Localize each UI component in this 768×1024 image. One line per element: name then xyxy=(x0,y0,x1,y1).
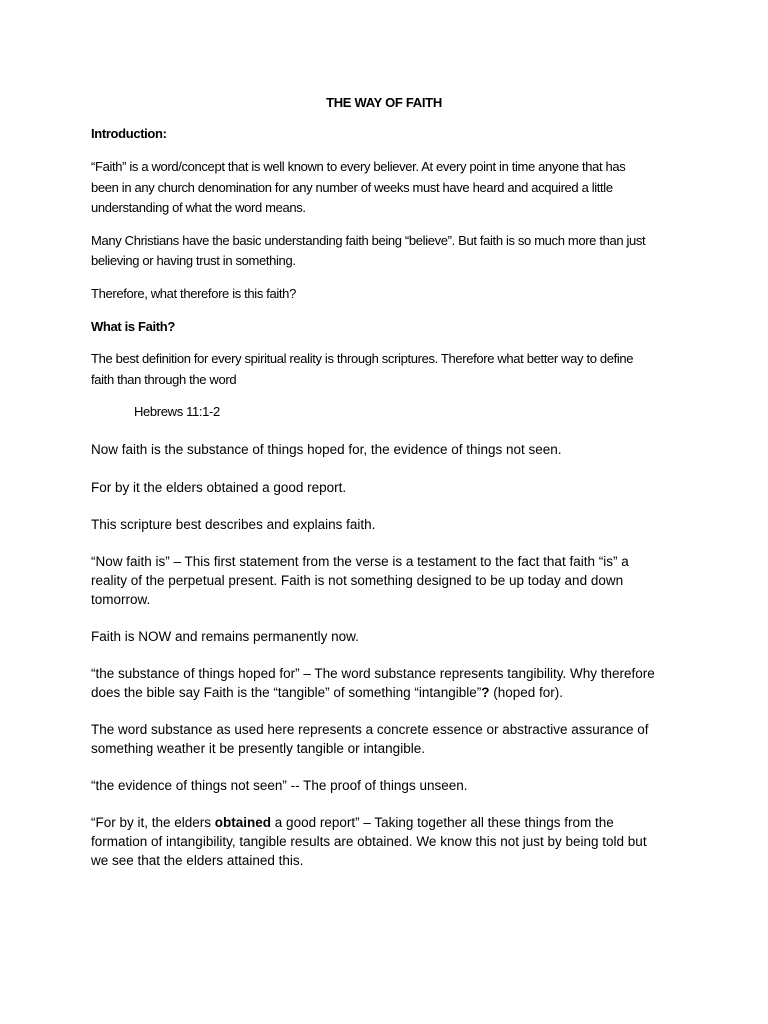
elders-paragraph-line-2: formation of intangibility, tangible results are obtained. We know this not just by being told but xyxy=(91,834,647,849)
definition-paragraph-line-2: faith than through the word xyxy=(91,372,237,387)
elders-line-1-text: “For by it, the elders xyxy=(91,815,215,830)
intro-paragraph-line-1: “Faith” is a word/concept that is well known to every believer. At every point in time anyone that has xyxy=(91,159,626,174)
question-paragraph: Therefore, what therefore is this faith? xyxy=(91,286,296,301)
scripture-reference: Hebrews 11:1-2 xyxy=(134,404,220,419)
christians-paragraph-line-1: Many Christians have the basic understanding faith being “believe”. But faith is so much more than just xyxy=(91,233,646,248)
scripture-description: This scripture best describes and explains faith. xyxy=(91,517,376,532)
substance-line-2-end: (hoped for). xyxy=(489,685,564,700)
word-substance-line-1: The word substance as used here represents a concrete essence or abstractive assurance of xyxy=(91,722,649,737)
substance-line-2-text: does the bible say Faith is the “tangible” of something “intangible” xyxy=(91,685,482,700)
definition-paragraph-line-1: The best definition for every spiritual reality is through scriptures. Therefore what better way to define xyxy=(91,351,634,366)
christians-paragraph-line-2: believing or having trust in something. xyxy=(91,253,296,268)
intro-paragraph-line-2: been in any church denomination for any number of weeks must have heard and acquired a little xyxy=(91,180,613,195)
word-substance-line-2: something weather it be presently tangible or intangible. xyxy=(91,741,425,756)
verse-line-2: For by it the elders obtained a good report. xyxy=(91,480,347,495)
document-title: THE WAY OF FAITH xyxy=(326,95,442,110)
bold-obtained-word: obtained xyxy=(214,815,272,830)
now-faith-is-line-2: reality of the perpetual present. Faith is not something designed to be up today and down xyxy=(91,573,624,588)
now-faith-is-line-1: “Now faith is” – This first statement from the verse is a testament to the fact that faith “is” a xyxy=(91,554,629,569)
elders-paragraph-line-3: we see that the elders attained this. xyxy=(91,853,304,868)
introduction-heading: Introduction: xyxy=(91,126,167,141)
evidence-paragraph: “the evidence of things not seen” -- The proof of things unseen. xyxy=(91,778,468,793)
verse-line-1: Now faith is the substance of things hoped for, the evidence of things not seen. xyxy=(91,442,562,457)
what-is-faith-heading: What is Faith? xyxy=(91,319,175,334)
elders-line-1-end: a good report” – Taking together all these things from the xyxy=(271,815,614,830)
intro-paragraph-line-3: understanding of what the word means. xyxy=(91,200,306,215)
substance-paragraph-line-1: “the substance of things hoped for” – The word substance represents tangibility. Why therefore xyxy=(91,666,655,681)
now-faith-is-line-3: tomorrow. xyxy=(91,592,151,607)
faith-is-now-paragraph: Faith is NOW and remains permanently now. xyxy=(91,629,359,644)
substance-paragraph-line-2 xyxy=(91,686,563,700)
bold-question-mark: ? xyxy=(481,685,490,700)
elders-paragraph-line-1 xyxy=(91,816,614,830)
